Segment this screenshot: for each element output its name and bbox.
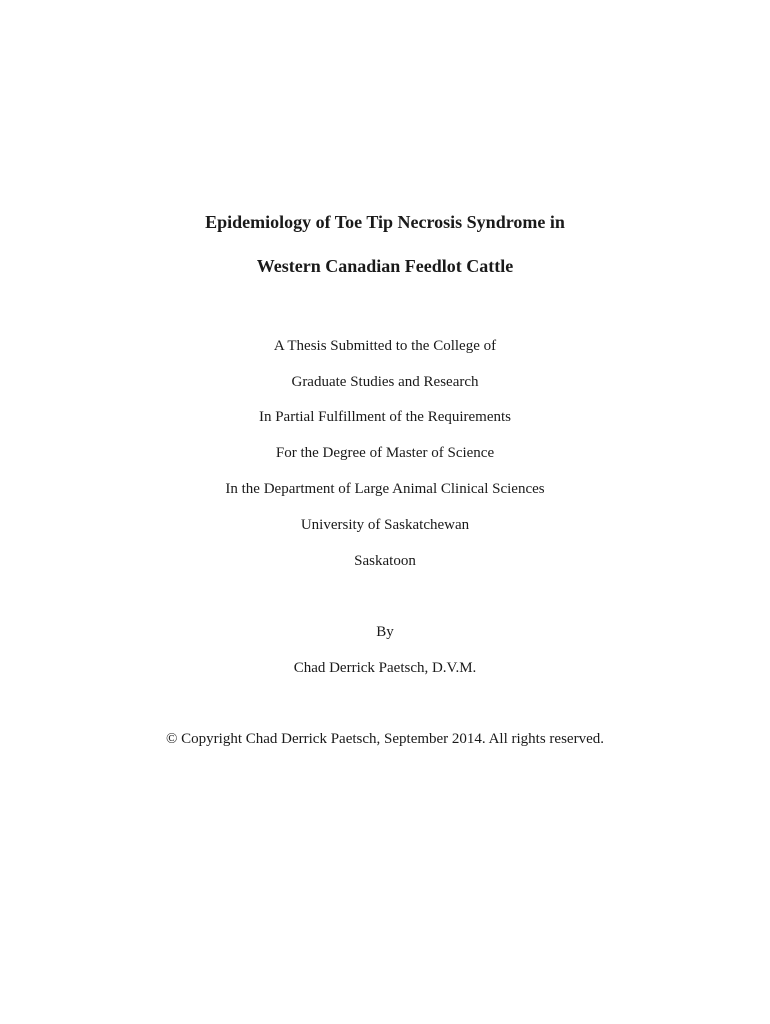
author-name: Chad Derrick Paetsch, D.V.M.: [293, 660, 477, 676]
thesis-title-line-1: Epidemiology of Toe Tip Necrosis Syndrome in: [205, 212, 565, 232]
submission-line-1: A Thesis Submitted to the College of: [273, 338, 497, 354]
thesis-title-line-2: Western Canadian Feedlot Cattle: [256, 256, 514, 276]
copyright-notice: © Copyright Chad Derrick Paetsch, September 2014. All rights reserved.: [166, 731, 604, 747]
by-line: By: [376, 624, 394, 640]
city-line: Saskatoon: [354, 553, 416, 569]
department-line: In the Department of Large Animal Clinical Sciences: [225, 481, 545, 497]
submission-line-2: Graduate Studies and Research: [291, 374, 479, 390]
submission-line-4: For the Degree of Master of Science: [275, 445, 495, 461]
submission-line-3: In Partial Fulfillment of the Requirements: [258, 409, 512, 425]
university-line: University of Saskatchewan: [300, 517, 470, 533]
